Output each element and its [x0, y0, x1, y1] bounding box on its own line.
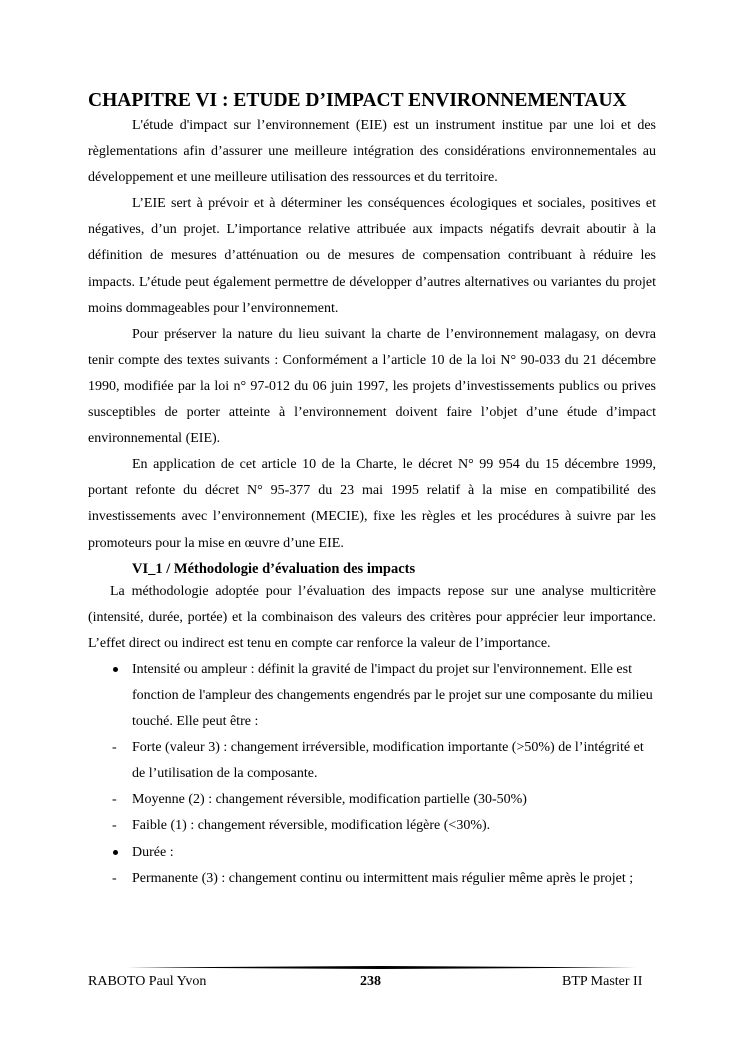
- paragraph-decree: En application de cet article 10 de la Charte, le décret N° 99 954 du 15 décembre 1999, portant refonte du décret N° 95-377 du 23 mai 1995 relatif à la mise en compatibilité des investissements avec l’environnement (MECIE), fixe les règles et les procédures à suivre par les promoteurs pour la mise en œuvre d’une EIE.: [88, 457, 656, 551]
- paragraph-eie-definition: L'étude d'impact sur l’environnement (EIE) est un instrument institue par une loi et des règlementations afin d’assurer une meilleure intégration des considérations environnementales au développement et une meilleure utilisation des ressources et du territoire.: [88, 118, 656, 186]
- section-intro: La méthodologie adoptée pour l’évaluation des impacts repose sur une analyse multicritère (intensité, durée, portée) et la combinaison des valeurs des critères pour apprécier leur importance. L’effet direct ou indirect est tenu en compte car renforce la valeur de l’importance.: [88, 583, 656, 651]
- paragraph-legal-texts: Pour préserver la nature du lieu suivant la charte de l’environnement malagasy, on devra tenir compte des textes suivants : Conformément a l’article 10 de la loi N° 90-033 du 21 décembre 1990, modifiée par la loi n° 97-012 du 06 juin 1997, les projets d’investissements publics ou prives susceptibles de porter atteinte à l’environnement doivent faire l’objet d’une étude d’impact environnemental (EIE).: [88, 326, 656, 447]
- list-item-text: Forte (valeur 3) : changement irréversible, modification importante (>50%) de l’intégrité et de l’utilisation de la composante.: [132, 740, 644, 782]
- document-body: [88, 113, 656, 892]
- criteria-list: [88, 657, 656, 892]
- list-item-text: Moyenne (2) : changement réversible, modification partielle (30-50%): [132, 792, 527, 808]
- footer-author: RABOTO Paul Yvon: [88, 974, 207, 989]
- footer-program: BTP Master II: [562, 974, 643, 989]
- list-item: [88, 657, 656, 735]
- list-item: [88, 735, 656, 787]
- list-item: [88, 813, 656, 839]
- list-item: [88, 840, 656, 866]
- list-item: [88, 866, 656, 892]
- chapter-title: CHAPITRE VI : ETUDE D’IMPACT ENVIRONNEMENTAUX: [88, 90, 627, 111]
- list-item-text: Faible (1) : changement réversible, modification légère (<30%).: [132, 818, 491, 834]
- list-item-text: Permanente (3) : changement continu ou intermittent mais régulier même après le projet ;: [132, 870, 634, 886]
- section-title: VI_1 / Méthodologie d’évaluation des impacts: [132, 560, 416, 577]
- paragraph-eie-purpose: L’EIE sert à prévoir et à déterminer les conséquences écologiques et sociales, positives et négatives, d’un projet. L’importance relative attribuée aux impacts négatifs devrait aboutir à la définition de mesures d’atténuation ou de mesures de compensation contribuant à réduire les impacts. L’étude peut également permettre de développer d’autres alternatives ou variantes du projet moins dommageables pour l’environnement.: [88, 196, 656, 316]
- footer-divider: [118, 966, 644, 969]
- list-item: [88, 787, 656, 813]
- footer-page-number: 238: [360, 974, 381, 989]
- list-item-text: Durée :: [132, 844, 174, 860]
- list-item-text: Intensité ou ampleur : définit la gravité de l'impact du projet sur l'environnement. Elle est fonction de l'ampleur des changements engendrés par le projet sur une composante du milieu touché. Elle peut être :: [132, 661, 653, 730]
